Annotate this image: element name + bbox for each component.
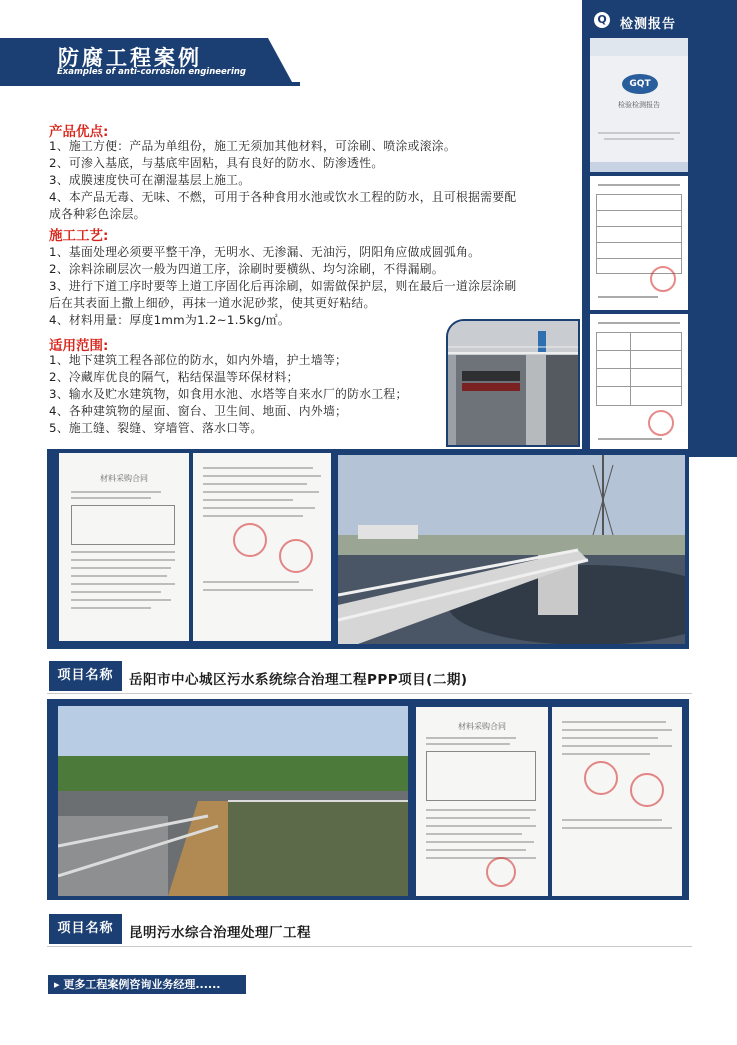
scope-title: 适用范围: [49,338,109,354]
more-cases-button[interactable] [48,975,246,994]
contract-page-image[interactable] [552,707,682,896]
contract-image[interactable] [416,707,548,896]
scope-line: 5、施工缝、裂缝、穿墙管、落水口等。 [49,421,263,435]
pool-photo-graphic [448,321,580,447]
report-cover-image[interactable] [590,38,688,172]
advantages-title: 产品优点: [49,124,109,140]
page-title: 防腐工程案例 [58,46,202,70]
construction-photo[interactable] [446,319,580,447]
divider [47,946,692,947]
contract-title: 材料采购合同 [100,474,148,483]
process-line: 1、基面处理必须要平整干净，无明水、无渗漏、无油污，阴阳角应做成圆弧角。 [49,245,481,259]
project-name: 昆明污水综合治理处理厂工程 [129,925,311,941]
project-2-photo[interactable] [58,706,408,896]
scope-line: 1、地下建筑工程各部位的防水，如内外墙，护土墙等； [49,353,348,367]
advantage-line: 3、成膜速度快可在潮湿基层上施工。 [49,173,251,187]
divider [47,693,692,694]
process-line: 4、材料用量：厚度1mm为1.2~1.5kg/㎡。 [49,313,290,327]
search-icon: Q [594,12,610,28]
process-line: 3、进行下道工序时要等上道工序固化后再涂刷，如需做保护层，则在最后一道涂层涂刷 [49,279,517,293]
treatment-plant-photo-graphic [338,455,685,644]
report-cover-title: 检验检测报告 [618,101,660,109]
process-line: 后在其表面上撒上细砂，再抹一道水泥砂浆，使其更好粘结。 [49,296,376,310]
project-label: 项目名称 [49,661,122,691]
project-name: 岳阳市中心城区污水系统综合治理工程PPP项目(二期) [129,672,468,688]
report-label: 检测报告 [620,17,677,32]
caret-right-icon: ▸ [54,978,60,991]
clarifier-photo-graphic [58,706,408,896]
advantage-line: 4、本产品无毒、无味、不燃，可用于各种食用水池或饮水工程的防水，且可根据需要配 [49,190,517,204]
process-line: 2、涂料涂刷层次一般为四道工序，涂刷时要横纵、均匀涂刷，不得漏刷。 [49,262,444,276]
advantage-line: 成各种彩色涂层。 [49,207,146,221]
project-label: 项目名称 [49,914,122,944]
process-title: 施工工艺: [49,228,109,244]
header-stripe [0,82,300,86]
report-page-image[interactable] [590,176,688,310]
project-1-photo[interactable] [338,455,685,644]
scope-line: 2、冷藏库优良的隔气，粘结保温等环保材料； [49,370,299,384]
report-page-image[interactable] [590,314,688,450]
contract-page-image[interactable] [193,453,331,641]
contract-title: 材料采购合同 [458,722,506,731]
contract-image[interactable] [59,453,189,641]
report-tab[interactable] [590,6,732,36]
more-cases-label: 更多工程案例咨询业务经理...... [63,978,221,991]
page-subtitle: Examples of anti-corrosion engineering [57,67,247,77]
gqt-logo: GQT [622,74,658,94]
scope-line: 3、输水及贮水建筑物，如食用水池、水塔等自来水厂的防水工程； [49,387,408,401]
scope-line: 4、各种建筑物的屋面、窗台、卫生间、地面、内外墙； [49,404,348,418]
advantage-line: 2、可渗入基底，与基底牢固粘，具有良好的防水、防渗透性。 [49,156,384,170]
advantage-line: 1、施工方便：产品为单组份，施工无须加其他材料，可涂刷、喷涂或滚涂。 [49,139,457,153]
